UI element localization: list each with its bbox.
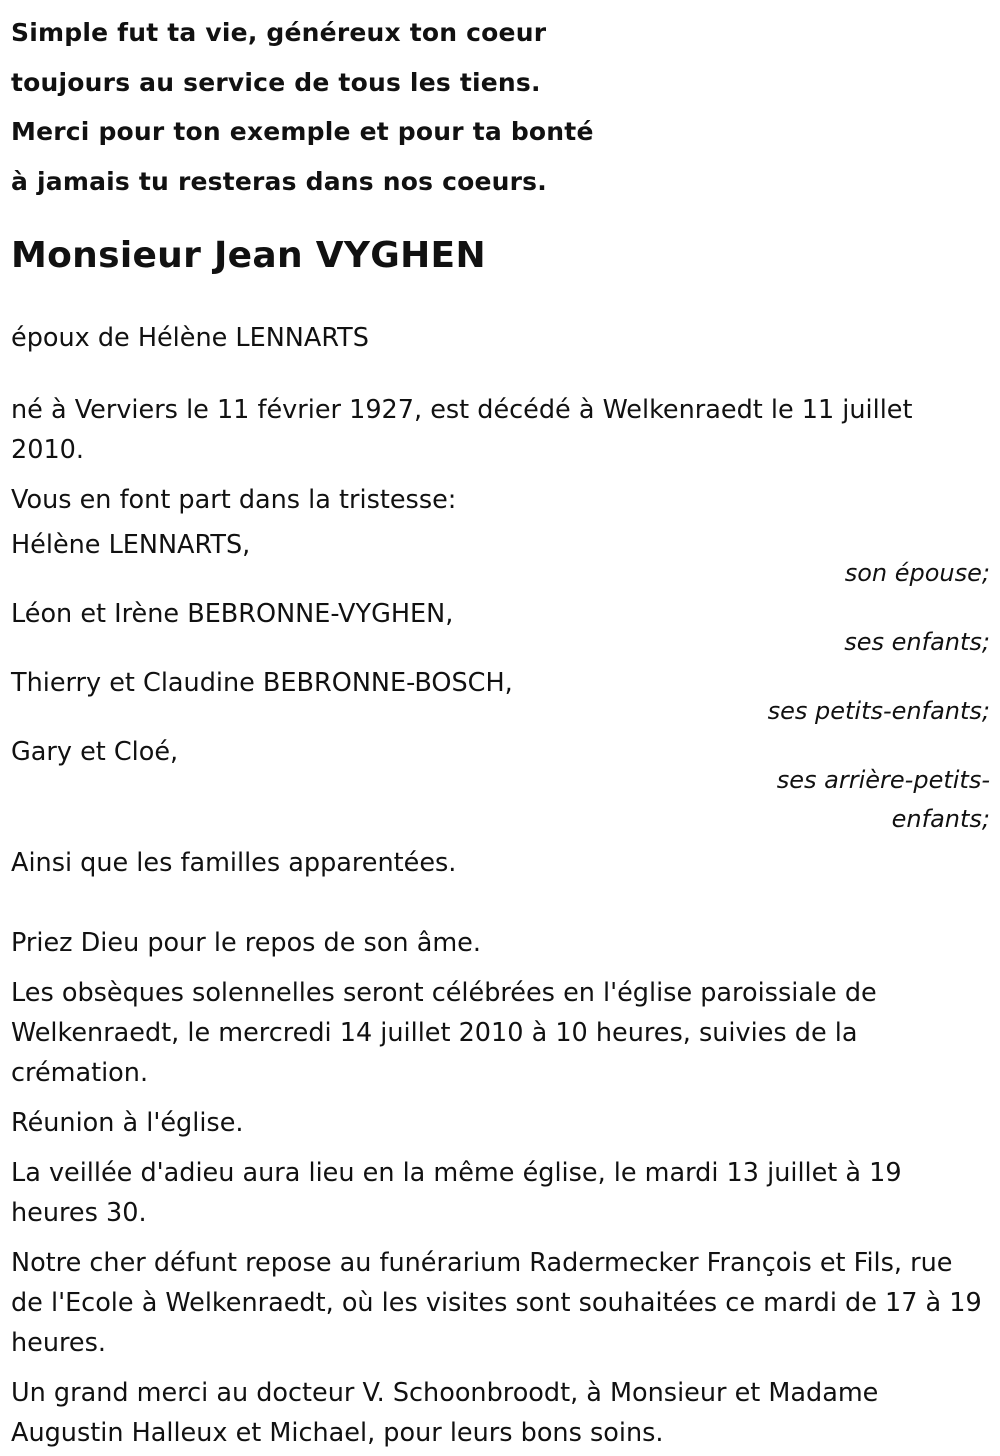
vigil-text: La veillée d'adieu aura lieu en la même église, le mardi 13 juillet à 19 heures 30.	[11, 1158, 902, 1228]
birth-death-text: né à Verviers le 11 février 1927, est décédé à Welkenraedt le 11 juillet 2010.	[11, 395, 913, 465]
family-member-role: ses petits-enfants;	[767, 697, 990, 725]
poem-line: Merci pour ton exemple et pour ta bonté	[11, 117, 594, 146]
thanks-text: Un grand merci au docteur V. Schoonbroodt, à Monsieur et Madame Augustin Halleux et Michael, pour leurs bons soins.	[11, 1378, 879, 1448]
family-entry	[11, 737, 990, 839]
funeral-home-text: Notre cher défunt repose au funérarium Radermecker François et Fils, rue de l'Ecole à Welkenraedt, où les visites sont souhaitées ce mardi de 17 à 19 heures.	[11, 1248, 982, 1358]
family-entry	[11, 530, 990, 593]
poem-line: Simple fut ta vie, généreux ton coeur	[11, 18, 547, 47]
family-entry	[11, 668, 990, 731]
prayer-text: Priez Dieu pour le repos de son âme.	[11, 928, 481, 958]
family-member-name: Gary et Cloé,	[11, 737, 179, 767]
family-member-role: ses enfants;	[844, 628, 990, 656]
meeting-text: Réunion à l'église.	[11, 1108, 244, 1138]
apparentees-text: Ainsi que les familles apparentées.	[11, 848, 457, 878]
family-entry	[11, 599, 990, 662]
family-member-name: Thierry et Claudine BEBRONNE-BOSCH,	[11, 668, 513, 698]
family-member-name: Léon et Irène BEBRONNE-VYGHEN,	[11, 599, 454, 629]
deceased-name: Monsieur Jean VYGHEN	[11, 235, 486, 276]
poem	[11, 0, 990, 206]
family-member-name: Hélène LENNARTS,	[11, 530, 251, 560]
family-list	[11, 530, 990, 839]
intro-text: Vous en font part dans la tristesse:	[11, 485, 457, 515]
poem-line: à jamais tu resteras dans nos coeurs.	[11, 166, 547, 196]
poem-line: toujours au service de tous les tiens.	[11, 67, 541, 97]
family-member-role: ses arrière-petits-enfants;	[776, 766, 990, 833]
funeral-text: Les obsèques solennelles seront célébrées en l'église paroissiale de Welkenraedt, le mercredi 14 juillet 2010 à 10 heures, suivies de la crémation.	[11, 978, 877, 1088]
family-member-role: son épouse;	[844, 559, 990, 587]
spouse-line: époux de Hélène LENNARTS	[11, 323, 369, 353]
